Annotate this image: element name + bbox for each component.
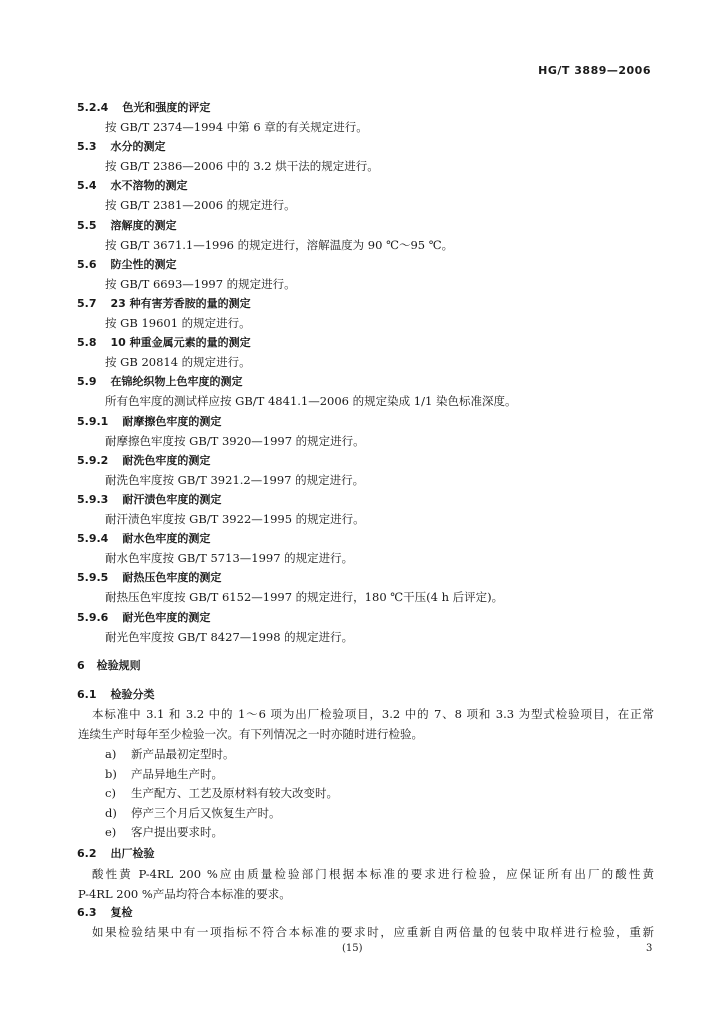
- section-body: 耐汗渍色牢度按 GB/T 3922—1995 的规定进行。: [105, 512, 365, 526]
- list-item: [105, 785, 338, 801]
- section-heading: 5.9.3 耐汗渍色牢度的测定: [77, 493, 222, 506]
- section-heading: 5.9.5 耐热压色牢度的测定: [77, 571, 222, 584]
- list-text: 客户提出要求时。: [131, 825, 223, 839]
- paragraph-line: P-4RL 200 %产品均符合本标准的要求。: [78, 887, 291, 901]
- section-heading-6-2: 6.2 出厂检验: [77, 847, 155, 860]
- list-text: 新产品最初定型时。: [131, 747, 235, 761]
- section-body: 耐水色牢度按 GB/T 5713—1997 的规定进行。: [105, 551, 354, 565]
- section-heading: 5.9.4 耐水色牢度的测定: [77, 532, 211, 545]
- section-body: 所有色牢度的测试样应按 GB/T 4841.1—2006 的规定染成 1/1 染色标准深度。: [105, 394, 517, 408]
- page-number: 3: [646, 943, 653, 954]
- list-item: [105, 766, 223, 782]
- section-heading: 5.4 水不溶物的测定: [77, 179, 188, 192]
- section-body: 耐热压色牢度按 GB/T 6152—1997 的规定进行，180 ℃干压(4 h 后评定)。: [105, 590, 504, 604]
- section-heading-6-3: 6.3 复检: [77, 906, 133, 919]
- section-heading: 5.7 23 种有害芳香胺的量的测定: [77, 297, 251, 310]
- section-heading: 5.9.1 耐摩擦色牢度的测定: [77, 415, 222, 428]
- list-text: 产品异地生产时。: [131, 767, 223, 781]
- section-heading: 5.9 在锦纶织物上色牢度的测定: [77, 375, 243, 388]
- section-body: 按 GB/T 6693—1997 的规定进行。: [105, 277, 296, 291]
- list-item: [105, 824, 223, 840]
- section-body: 按 GB/T 2381—2006 的规定进行。: [105, 198, 296, 212]
- section-heading-6-1: 6.1 检验分类: [77, 688, 155, 701]
- paragraph-line: 连续生产时每年至少检验一次。有下列情况之一时亦随时进行检验。: [78, 727, 423, 741]
- footer-code: (15): [342, 943, 363, 954]
- list-marker: b): [105, 767, 117, 781]
- list-marker: c): [105, 786, 116, 800]
- section-body: 耐摩擦色牢度按 GB/T 3920—1997 的规定进行。: [105, 434, 365, 448]
- section-heading: 5.9.2 耐洗色牢度的测定: [77, 454, 211, 467]
- list-marker: e): [105, 825, 117, 839]
- section-heading: 5.8 10 种重金属元素的量的测定: [77, 336, 251, 349]
- list-marker: d): [105, 806, 117, 820]
- section-heading: 5.5 溶解度的测定: [77, 219, 177, 232]
- section-body: 按 GB 20814 的规定进行。: [105, 355, 251, 369]
- section-heading: 5.6 防尘性的测定: [77, 258, 177, 271]
- list-item: [105, 746, 235, 762]
- section-heading: 5.9.6 耐光色牢度的测定: [77, 611, 211, 624]
- section-body: 耐洗色牢度按 GB/T 3921.2—1997 的规定进行。: [105, 473, 365, 487]
- section-body: 按 GB/T 2386—2006 中的 3.2 烘干法的规定进行。: [105, 159, 379, 173]
- section-body: 按 GB/T 2374—1994 中第 6 章的有关规定进行。: [105, 120, 368, 134]
- list-text: 停产三个月后又恢复生产时。: [131, 806, 281, 820]
- list-item: [105, 805, 281, 821]
- list-marker: a): [105, 747, 117, 761]
- paragraph-line: 如果检验结果中有一项指标不符合本标准的要求时，应重新自两倍量的包装中取样进行检验，重新: [92, 925, 654, 939]
- chapter-heading: 6 检验规则: [77, 659, 141, 672]
- section-body: 耐光色牢度按 GB/T 8427—1998 的规定进行。: [105, 630, 354, 644]
- paragraph-line: 酸性黄 P-4RL 200 %应由质量检验部门根据本标准的要求进行检验，应保证所有出厂的酸性黄: [92, 867, 654, 881]
- doc-id-header: HG/T 3889—2006: [538, 64, 651, 77]
- section-heading: 5.2.4 色光和强度的评定: [77, 101, 211, 114]
- list-text: 生产配方、工艺及原材料有较大改变时。: [131, 786, 338, 800]
- paragraph-line: 本标准中 3.1 和 3.2 中的 1～6 项为出厂检验项目，3.2 中的 7、8 项和 3.3 为型式检验项目，在正常: [92, 707, 654, 721]
- section-heading: 5.3 水分的测定: [77, 140, 166, 153]
- section-body: 按 GB 19601 的规定进行。: [105, 316, 251, 330]
- section-body: 按 GB/T 3671.1—1996 的规定进行，溶解温度为 90 ℃～95 ℃。: [105, 238, 454, 252]
